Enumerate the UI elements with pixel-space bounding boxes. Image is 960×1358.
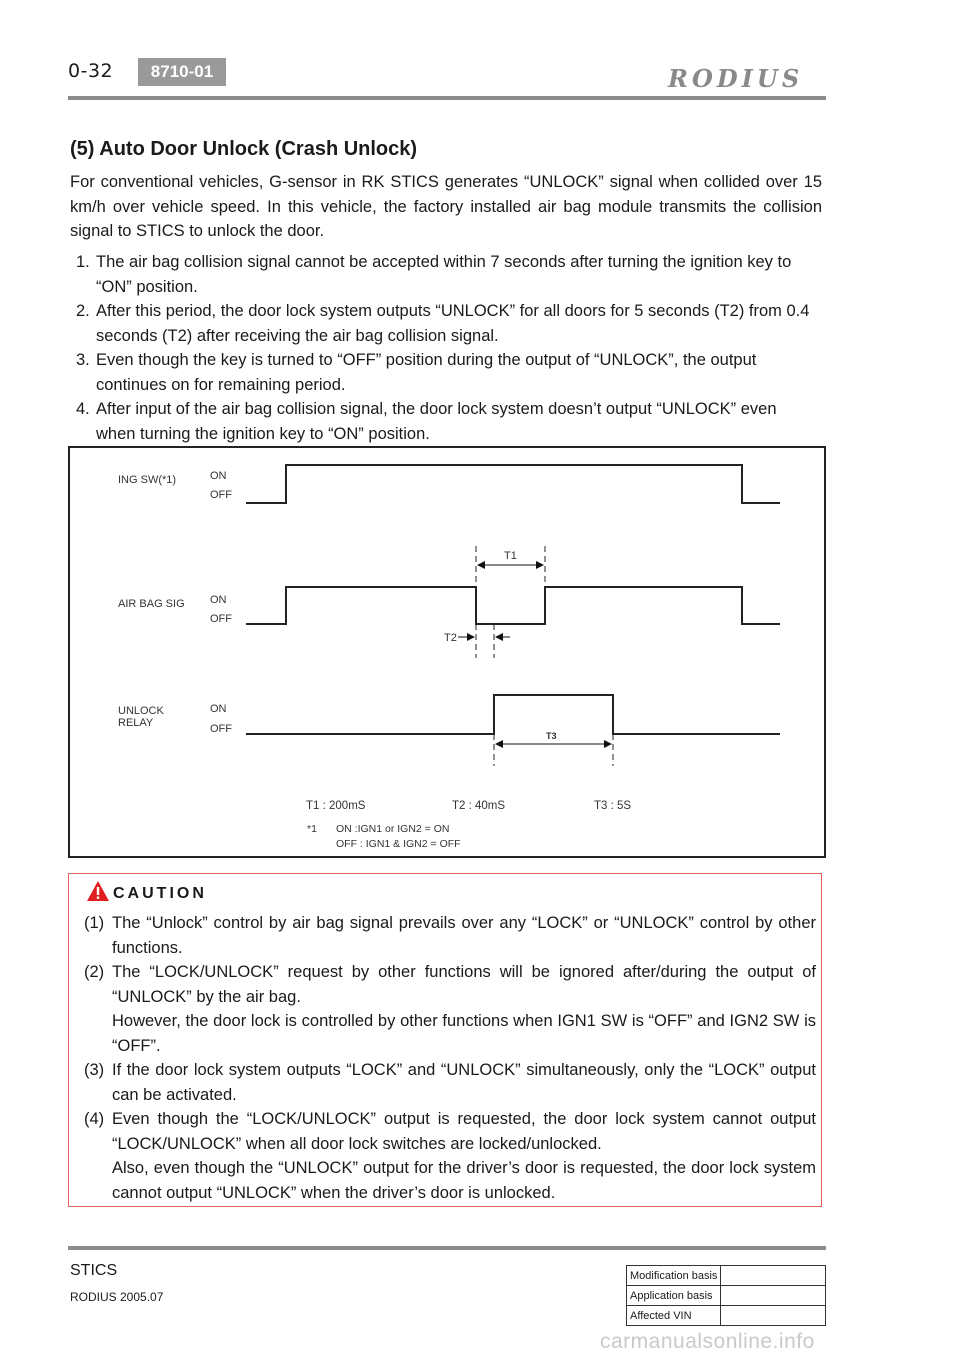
signal-off-label: OFF (210, 723, 232, 735)
step-text: After input of the air bag collision signal, the door lock system doesn’t output “UNLOCK” even when turning the ignition key to “ON” position. (96, 400, 777, 443)
note-mark: *1 (307, 823, 317, 835)
ing-sw-waveform (246, 465, 780, 503)
caution-text: Even though the “LOCK/UNLOCK” output is requested, the door lock system cannot output “LOCK/UNLOCK” when all door lock switches are locked/unlocked. (112, 1110, 816, 1153)
legend-t2: T2 : 40mS (452, 800, 506, 812)
warning-icon (86, 880, 110, 902)
section-title: (5) Auto Door Unlock (Crash Unlock) (70, 138, 418, 160)
unlock-relay-waveform (246, 695, 780, 734)
revision-label: Modification basis (627, 1266, 721, 1286)
brand-logo: RODIUS (668, 64, 804, 93)
list-item (84, 960, 816, 1058)
caution-number: (1) (84, 914, 105, 932)
footer-divider (68, 1246, 826, 1250)
step-text: Even though the key is turned to “OFF” position during the output of “UNLOCK”, the output continues on for remaining period. (96, 351, 757, 394)
list-item (84, 1058, 816, 1107)
revision-value (721, 1286, 826, 1306)
list-item (84, 1107, 816, 1205)
step-number: 3. (76, 351, 90, 369)
caution-number: (4) (84, 1110, 105, 1128)
signal-name-unlock: UNLOCK (118, 705, 164, 717)
step-number: 2. (76, 302, 90, 320)
legend-t1: T1 : 200mS (306, 800, 366, 812)
caution-text: Also, even though the “UNLOCK” output for the driver’s door is requested, the door lock system cannot output “UNLOCK” when the driver’s door is unlocked. (112, 1159, 816, 1202)
caution-text: However, the door lock is controlled by other functions when IGN1 SW is “OFF” and IGN2 SW is “OFF”. (112, 1012, 816, 1055)
table-row (627, 1306, 826, 1326)
signal-on-label: ON (210, 470, 227, 482)
table-row (627, 1286, 826, 1306)
caution-text: If the door lock system outputs “LOCK” and “UNLOCK” simultaneously, only the “LOCK” output can be activated. (112, 1061, 816, 1104)
caution-title: CAUTION (113, 885, 207, 902)
header-divider (68, 96, 826, 100)
page-number: 0-32 (68, 60, 114, 82)
list-item (84, 911, 816, 960)
revision-value (721, 1306, 826, 1326)
timing-diagram-svg (70, 448, 824, 856)
caution-number: (3) (84, 1061, 105, 1079)
step-number: 1. (76, 253, 90, 271)
table-row (627, 1266, 826, 1286)
signal-name-ing-sw: ING SW(*1) (118, 474, 177, 486)
signal-on-label: ON (210, 703, 227, 715)
legend-t3: T3 : 5S (594, 800, 632, 812)
step-text: The air bag collision signal cannot be accepted within 7 seconds after turning the ignition key to “ON” position. (96, 253, 792, 296)
list-item (76, 348, 816, 397)
signal-on-label: ON (210, 594, 227, 606)
caution-text: The “LOCK/UNLOCK” request by other functions will be ignored after/during the output of “UNLOCK” by the air bag. (112, 963, 816, 1006)
note-line-2: OFF : IGN1 & IGN2 = OFF (336, 838, 461, 850)
revision-label: Affected VIN (627, 1306, 721, 1326)
signal-name-air-bag: AIR BAG SIG (118, 598, 185, 610)
caution-list (84, 911, 816, 1205)
signal-name-relay: RELAY (118, 717, 154, 729)
revision-table (626, 1265, 826, 1326)
revision-label: Application basis (627, 1286, 721, 1306)
step-number: 4. (76, 400, 90, 418)
note-line-1: ON :IGN1 or IGN2 = ON (336, 823, 450, 835)
timing-diagram (68, 446, 826, 858)
watermark: carmanualsonline.info (600, 1330, 815, 1353)
list-item (76, 250, 816, 299)
air-bag-waveform (246, 587, 780, 624)
signal-off-label: OFF (210, 613, 232, 625)
t3-label: T3 (546, 731, 557, 741)
section-code-badge: 8710-01 (138, 58, 226, 86)
footer-date: RODIUS 2005.07 (70, 1290, 164, 1304)
caution-text: The “Unlock” control by air bag signal prevails over any “LOCK” or “UNLOCK” control by other functions. (112, 914, 816, 957)
t1-label: T1 (504, 550, 517, 562)
signal-off-label: OFF (210, 489, 232, 501)
footer-title: STICS (70, 1262, 118, 1279)
revision-value (721, 1266, 826, 1286)
intro-paragraph: For conventional vehicles, G-sensor in RK STICS generates “UNLOCK” signal when collided over 15 km/h over vehicle speed. In this vehicle, the factory installed air bag module transmits the collision signal to STICS to unlock the door. (70, 173, 822, 240)
caution-number: (2) (84, 963, 105, 981)
list-item (76, 299, 816, 348)
list-item (76, 397, 816, 446)
steps-list (76, 250, 816, 446)
step-text: After this period, the door lock system outputs “UNLOCK” for all doors for 5 seconds (T2) from 0.4 seconds (T2) after receiving the air bag collision signal. (96, 302, 810, 345)
t2-label: T2 (444, 632, 457, 644)
